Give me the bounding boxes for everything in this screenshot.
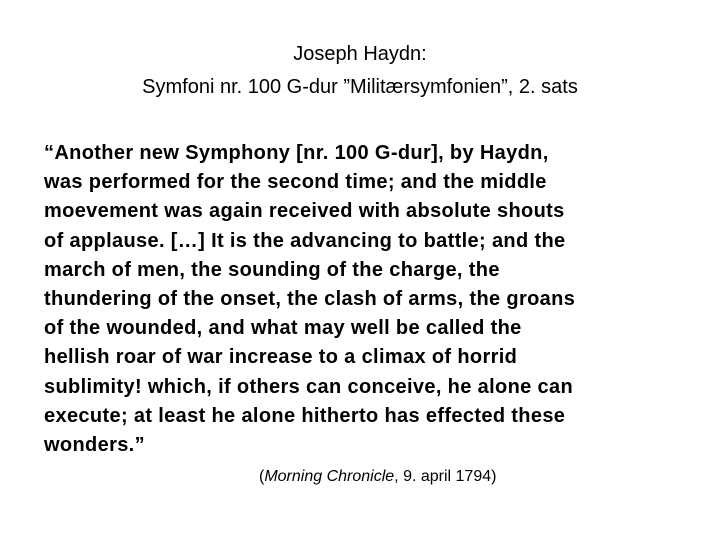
citation-source: Morning Chronicle — [264, 468, 395, 485]
title-line-composer: Joseph Haydn: — [293, 43, 427, 65]
citation — [259, 466, 496, 488]
citation-date: , 9. april 1794) — [394, 468, 497, 485]
citation-open: ( — [259, 468, 265, 485]
quote-text: “Another new Symphony [nr. 100 G-dur], by Haydn, was performed for the second time; and the middle moevement was again received with absolute shouts of applause. […] It is the advancing to battle; and the march of men, the sounding of the charge, the thundering of the onset, the clash of arms, the groans of the wounded, and what may well be called the hellish roar of war increase to a climax of horrid sublimity! which, if others can conceive, he alone can execute; at least he alone hitherto has effected these wonders.” — [44, 142, 576, 457]
title-line-work: Symfoni nr. 100 G-dur ”Militærsymfonien”, 2. sats — [142, 76, 578, 98]
slide-title — [0, 38, 720, 104]
